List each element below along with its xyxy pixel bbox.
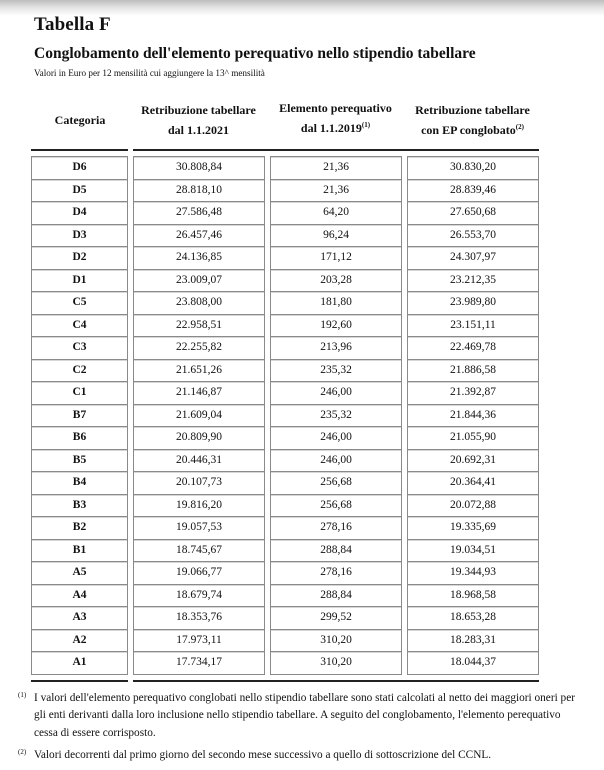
retribuzione-ep-cell: 21.392,87 <box>408 381 538 404</box>
category-cell: A1 <box>32 651 127 675</box>
category-cell: B4 <box>32 471 127 494</box>
category-cell: B7 <box>32 404 127 427</box>
retribuzione-cell: 18.353,76 <box>134 606 264 629</box>
retribuzione-cell: 22.958,51 <box>134 314 264 337</box>
footnote-1 <box>18 690 578 742</box>
elemento-perequativo-cell: 246,00 <box>271 381 401 404</box>
top-rule-left <box>31 149 128 151</box>
header-retribuzione-con-ep <box>402 100 543 140</box>
document-title: Tabella F <box>34 14 111 35</box>
elemento-perequativo-cell: 192,60 <box>271 314 401 337</box>
retribuzione-ep-cell: 18.968,58 <box>408 584 538 607</box>
elemento-perequativo-cell: 246,00 <box>271 426 401 449</box>
elemento-perequativo-cell: 278,16 <box>271 561 401 584</box>
footnote-text: Valori decorrenti dal primo giorno del secondo mese successivo a quello di sottoscrizione del CCNL. <box>34 748 492 761</box>
retribuzione-ep-cell: 20.072,88 <box>408 494 538 517</box>
retribuzione-ep-cell: 19.335,69 <box>408 516 538 539</box>
retribuzione-ep-cell: 21.055,90 <box>408 426 538 449</box>
retribuzione-cell: 19.066,77 <box>134 561 264 584</box>
retribuzione-cell: 28.818,10 <box>134 179 264 202</box>
category-cell: B3 <box>32 494 127 517</box>
footnote-ref: (2) <box>515 123 524 131</box>
column-retribuzione-tabellare <box>133 156 265 675</box>
column-retribuzione-con-ep <box>407 156 539 675</box>
elemento-perequativo-cell: 235,32 <box>271 359 401 382</box>
footnotes <box>18 690 578 769</box>
retribuzione-cell: 20.446,31 <box>134 449 264 472</box>
elemento-perequativo-cell: 299,52 <box>271 606 401 629</box>
retribuzione-cell: 19.816,20 <box>134 494 264 517</box>
retribuzione-cell: 17.734,17 <box>134 651 264 675</box>
document-note: Valori in Euro per 12 mensilità cui aggiungere la 13^ mensilità <box>34 68 265 78</box>
retribuzione-ep-cell: 19.034,51 <box>408 539 538 562</box>
retribuzione-cell: 27.586,48 <box>134 201 264 224</box>
elemento-perequativo-cell: 64,20 <box>271 201 401 224</box>
retribuzione-ep-cell: 18.044,37 <box>408 651 538 675</box>
elemento-perequativo-cell: 213,96 <box>271 336 401 359</box>
retribuzione-ep-cell: 20.692,31 <box>408 449 538 472</box>
header-line2: dal 1.1.2021 <box>167 123 229 137</box>
retribuzione-ep-cell: 22.469,78 <box>408 336 538 359</box>
retribuzione-cell: 30.808,84 <box>134 156 264 179</box>
elemento-perequativo-cell: 288,84 <box>271 584 401 607</box>
elemento-perequativo-cell: 203,28 <box>271 269 401 292</box>
document-subtitle: Conglobamento dell'elemento perequativo nello stipendio tabellare <box>34 45 476 62</box>
category-cell: D2 <box>32 246 127 269</box>
elemento-perequativo-cell: 21,36 <box>271 179 401 202</box>
column-elemento-perequativo <box>270 156 402 675</box>
retribuzione-cell: 17.973,11 <box>134 629 264 652</box>
retribuzione-cell: 23.808,00 <box>134 291 264 314</box>
category-cell: D3 <box>32 224 127 247</box>
category-cell: D5 <box>32 179 127 202</box>
category-cell: B5 <box>32 449 127 472</box>
retribuzione-cell: 22.255,82 <box>134 336 264 359</box>
retribuzione-ep-cell: 18.653,28 <box>408 606 538 629</box>
category-cell: D1 <box>32 269 127 292</box>
category-cell: A4 <box>32 584 127 607</box>
bottom-rule-right <box>133 680 539 682</box>
retribuzione-cell: 24.136,85 <box>134 246 264 269</box>
header-line1: Elemento perequativo <box>279 101 392 115</box>
elemento-perequativo-cell: 256,68 <box>271 471 401 494</box>
header-categoria <box>31 110 129 130</box>
elemento-perequativo-cell: 181,80 <box>271 291 401 314</box>
retribuzione-ep-cell: 23.151,11 <box>408 314 538 337</box>
footnote-mark: (1) <box>18 691 27 699</box>
retribuzione-ep-cell: 23.989,80 <box>408 291 538 314</box>
footnote-mark: (2) <box>18 747 27 756</box>
elemento-perequativo-cell: 310,20 <box>271 651 401 675</box>
retribuzione-ep-cell: 27.650,68 <box>408 201 538 224</box>
header-line2: dal 1.1.2019$^{(1)}$ <box>300 121 371 135</box>
retribuzione-cell: 21.146,87 <box>134 381 264 404</box>
footnote-2 <box>18 747 578 764</box>
header-line1: Retribuzione tabellare <box>141 103 256 117</box>
elemento-perequativo-cell: 288,84 <box>271 539 401 562</box>
bottom-rule-left <box>31 680 128 682</box>
top-rule-right <box>133 149 539 151</box>
retribuzione-cell: 26.457,46 <box>134 224 264 247</box>
retribuzione-cell: 19.057,53 <box>134 516 264 539</box>
retribuzione-cell: 23.009,07 <box>134 269 264 292</box>
retribuzione-ep-cell: 21.886,58 <box>408 359 538 382</box>
retribuzione-cell: 20.107,73 <box>134 471 264 494</box>
category-cell: B6 <box>32 426 127 449</box>
category-cell: D4 <box>32 201 127 224</box>
category-cell: C2 <box>32 359 127 382</box>
header-elemento-perequativo <box>265 98 406 138</box>
retribuzione-ep-cell: 26.553,70 <box>408 224 538 247</box>
elemento-perequativo-cell: 235,32 <box>271 404 401 427</box>
category-cell: B2 <box>32 516 127 539</box>
retribuzione-cell: 18.745,67 <box>134 539 264 562</box>
elemento-perequativo-cell: 21,36 <box>271 156 401 179</box>
elemento-perequativo-cell: 96,24 <box>271 224 401 247</box>
elemento-perequativo-cell: 171,12 <box>271 246 401 269</box>
retribuzione-ep-cell: 21.844,36 <box>408 404 538 427</box>
retribuzione-ep-cell: 20.364,41 <box>408 471 538 494</box>
column-categoria <box>31 156 128 675</box>
header-line2: con EP conglobato$^{(2)}$ <box>421 123 524 137</box>
elemento-perequativo-cell: 246,00 <box>271 449 401 472</box>
elemento-perequativo-cell: 278,16 <box>271 516 401 539</box>
retribuzione-cell: 20.809,90 <box>134 426 264 449</box>
header-retribuzione-tabellare <box>128 100 269 140</box>
retribuzione-ep-cell: 30.830,20 <box>408 156 538 179</box>
category-cell: A2 <box>32 629 127 652</box>
header-line1: Retribuzione tabellare <box>415 103 530 117</box>
category-cell: B1 <box>32 539 127 562</box>
retribuzione-cell: 21.609,04 <box>134 404 264 427</box>
category-cell: D6 <box>32 156 127 179</box>
footnote-ref: (1) <box>361 121 371 129</box>
retribuzione-ep-cell: 18.283,31 <box>408 629 538 652</box>
retribuzione-cell: 21.651,26 <box>134 359 264 382</box>
retribuzione-cell: 18.679,74 <box>134 584 264 607</box>
category-cell: C1 <box>32 381 127 404</box>
category-cell: C3 <box>32 336 127 359</box>
retribuzione-ep-cell: 24.307,97 <box>408 246 538 269</box>
footnote-text: I valori dell'elemento perequativo conglobati nello stipendio tabellare sono stati calcolati al netto dei maggiori oneri per gli enti derivanti dalla loro inclusione nello stipendio tabellare. A seguito del conglobamento, l'elemento perequativo cessa di essere corrisposto. <box>34 692 575 739</box>
category-cell: C5 <box>32 291 127 314</box>
category-cell: A3 <box>32 606 127 629</box>
category-cell: C4 <box>32 314 127 337</box>
category-cell: A5 <box>32 561 127 584</box>
retribuzione-ep-cell: 28.839,46 <box>408 179 538 202</box>
elemento-perequativo-cell: 310,20 <box>271 629 401 652</box>
retribuzione-ep-cell: 23.212,35 <box>408 269 538 292</box>
retribuzione-ep-cell: 19.344,93 <box>408 561 538 584</box>
elemento-perequativo-cell: 256,68 <box>271 494 401 517</box>
header-categoria-label: Categoria <box>54 113 106 127</box>
